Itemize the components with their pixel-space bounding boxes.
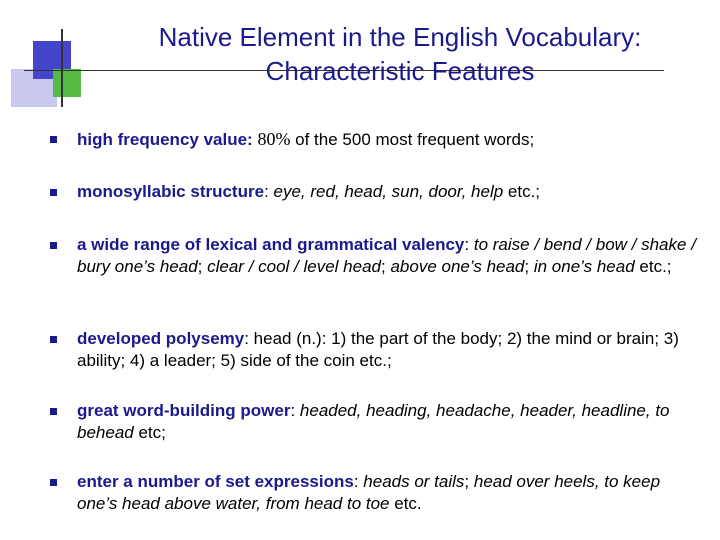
item-colon: : <box>353 472 364 491</box>
item-example: in one’s head <box>533 257 635 276</box>
item-separator: ; <box>197 257 208 276</box>
item-text <box>77 128 702 151</box>
decor-green-square <box>53 69 81 97</box>
item-term: great word-building power <box>77 401 291 420</box>
bullet-square-icon <box>50 242 57 249</box>
item-examples: headed, heading, headache, header, headline, to behead <box>77 401 670 442</box>
item-term: a wide range of lexical and grammatical valency <box>77 235 465 254</box>
item-rest: : head (n.): 1) the part of the body; 2) the mind or brain; 3) ability; 4) a leader; 5) side of the coin etc.; <box>77 329 679 370</box>
bullet-square-icon <box>50 408 57 415</box>
item-value: 80% <box>257 129 291 149</box>
item-rest: etc.; <box>503 182 541 201</box>
bullet-square-icon <box>50 336 57 343</box>
item-text <box>77 234 702 278</box>
item-separator: ; <box>381 257 391 276</box>
item-text <box>77 328 702 372</box>
item-example: heads or tails <box>363 472 465 491</box>
item-rest: etc; <box>133 423 166 442</box>
bullet-square-icon <box>50 479 57 486</box>
item-text <box>77 400 702 444</box>
item-text <box>77 471 702 515</box>
item-rest: etc.; <box>634 257 672 276</box>
item-separator: ; <box>524 257 534 276</box>
item-colon: : <box>290 401 300 420</box>
item-term: enter a number of set expressions <box>77 472 354 491</box>
bullet-square-icon <box>50 136 57 143</box>
item-text <box>77 181 702 203</box>
slide-title <box>90 20 710 88</box>
item-rest: etc. <box>389 494 422 513</box>
item-separator: ; <box>464 472 474 491</box>
title-line-1: Native Element in the English Vocabulary: <box>158 22 642 52</box>
bullet-square-icon <box>50 189 57 196</box>
item-colon: : <box>264 182 274 201</box>
item-colon: : <box>464 235 474 254</box>
decor-vertical-line <box>61 29 63 107</box>
item-examples: eye, red, head, sun, door, help <box>273 182 504 201</box>
item-example: head over heels, to keep one’s head above water, from head to toe <box>77 472 661 513</box>
item-term: monosyllabic structure <box>77 182 265 201</box>
item-term: developed polysemy <box>77 329 245 348</box>
item-rest: of the 500 most frequent words; <box>290 130 535 149</box>
item-example: to raise / bend / bow / shake / bury one’s head <box>77 235 696 276</box>
item-example: above one’s head <box>390 257 525 276</box>
item-example: clear / cool / level head <box>207 257 382 276</box>
item-term: high frequency value: <box>77 130 253 149</box>
title-line-2: Characteristic Features <box>265 56 535 86</box>
